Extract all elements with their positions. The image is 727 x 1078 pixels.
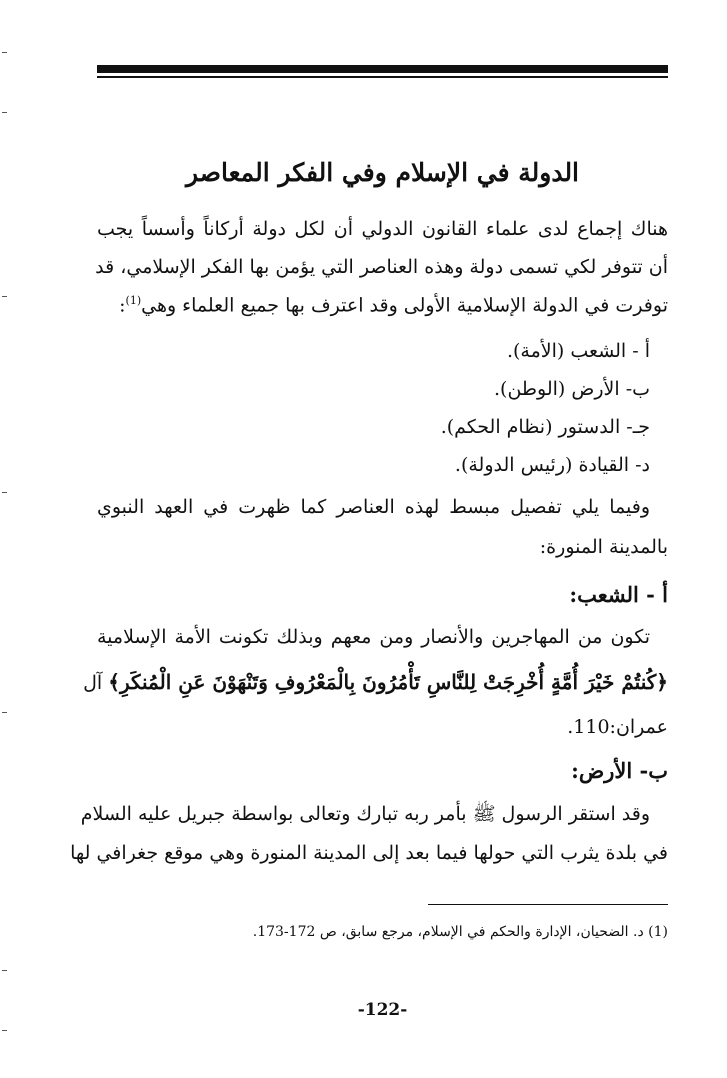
verse-source: آل bbox=[83, 672, 103, 694]
scan-edge-mark bbox=[2, 52, 7, 53]
verse-source-line: عمران:110. bbox=[567, 716, 668, 738]
scan-edge-mark bbox=[2, 970, 7, 971]
list-item: د- القيادة (رئيس الدولة). bbox=[454, 454, 650, 476]
body-line: في بلدة يثرب التي حولها فيما بعد إلى المدينة المنورة وهي موقع جغرافي لها bbox=[70, 842, 668, 864]
colon: : bbox=[119, 294, 126, 317]
header-rule-thin bbox=[97, 76, 668, 78]
list-item: أ - الشعب (الأمة). bbox=[506, 340, 650, 362]
list-item: جـ- الدستور (نظام الحكم). bbox=[440, 416, 650, 438]
scan-edge-mark bbox=[2, 492, 7, 493]
quran-verse: ﴿كُنتُمْ خَيْرَ أُمَّةٍ أُخْرِجَتْ لِلنَّاسِ تَأْمُرُونَ بِالْمَعْرُوفِ وَتَنْهَوْنَ عَنِ الْمُنكَرِ﴾ bbox=[108, 670, 668, 694]
scan-edge-mark bbox=[2, 296, 7, 297]
footnote-reference: (1) bbox=[125, 294, 142, 307]
body-line: أن تتوفر لكي تسمى دولة وهذه العناصر التي يؤمن بها الفكر الإسلامي، قد bbox=[95, 256, 668, 278]
body-line: هناك إجماع لدى علماء القانون الدولي أن لكل دولة أركاناً وأسساً يجب bbox=[97, 218, 668, 240]
list-item: ب- الأرض (الوطن). bbox=[494, 378, 650, 400]
scan-edge-mark bbox=[2, 112, 7, 113]
header-rule-thick bbox=[97, 65, 668, 73]
scan-edge-mark bbox=[2, 712, 7, 713]
body-line-text: توفرت في الدولة الإسلامية الأولى وقد اعترف بها جميع العلماء وهي bbox=[141, 294, 668, 317]
body-line: وفيما يلي تفصيل مبسط لهذه العناصر كما ظهرت في العهد النبوي bbox=[97, 496, 650, 518]
section-heading-land: ب- الأرض: bbox=[571, 758, 668, 783]
body-line: بالمدينة المنورة: bbox=[539, 536, 668, 558]
section-heading-people: أ - الشعب: bbox=[569, 582, 668, 607]
page-title: الدولة في الإسلام وفي الفكر المعاصر bbox=[185, 158, 580, 187]
body-line bbox=[97, 294, 668, 316]
footnote-divider bbox=[428, 904, 668, 905]
footnote: (1) د. الضحيان، الإدارة والحكم في الإسلام، مرجع سابق، ص 172-173. bbox=[252, 924, 668, 940]
verse-line bbox=[83, 670, 668, 694]
page-number: -122- bbox=[357, 1000, 408, 1020]
scan-edge-mark bbox=[2, 1030, 7, 1031]
body-line: تكون من المهاجرين والأنصار ومن معهم وبذلك تكونت الأمة الإسلامية bbox=[97, 626, 650, 648]
body-line: وقد استقر الرسول ﷺ بأمر ربه تبارك وتعالى بواسطة جبريل عليه السلام bbox=[80, 803, 650, 825]
